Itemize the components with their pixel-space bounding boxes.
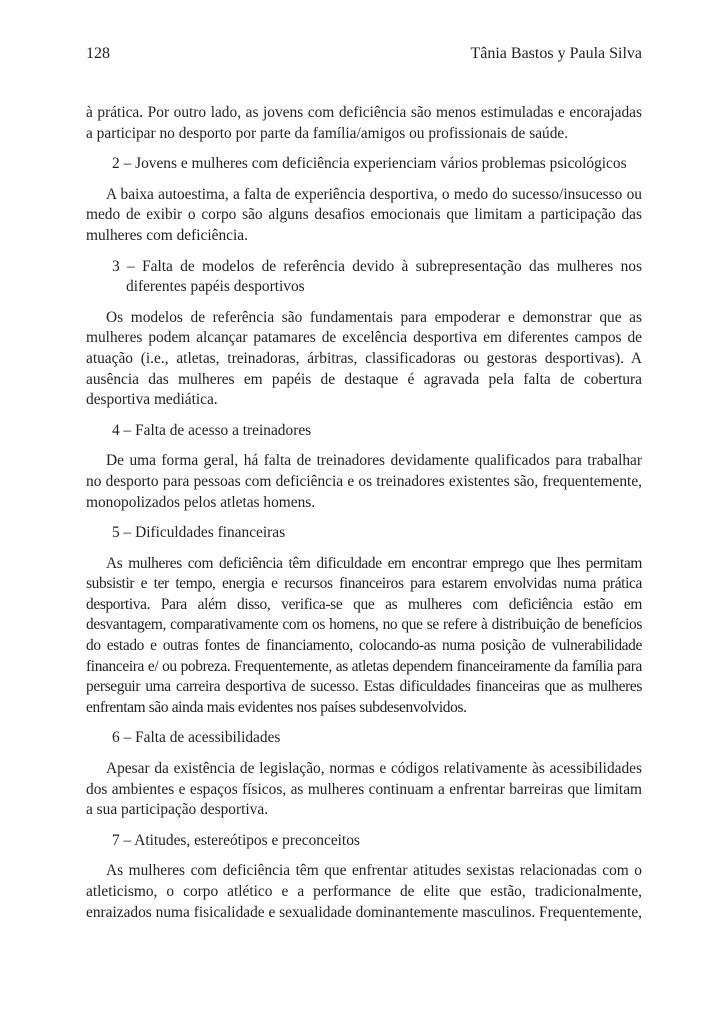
paragraph-intro: à prática. Por outro lado, as jovens com deficiência são menos estimuladas e encorajadas a participar no desporto por parte da família/amigos ou profissionais de saúde. (86, 104, 642, 142)
running-head-authors: Tânia Bastos y Paula Silva (470, 45, 642, 62)
item-heading-7: 7 – Atitudes, estereótipos e preconceitos (112, 831, 360, 849)
item-heading-5: 5 – Dificuldades financeiras (112, 524, 286, 542)
item-heading-4: 4 – Falta de acesso a treinadores (112, 421, 312, 439)
page-number: 128 (86, 45, 110, 62)
paragraph-2: A baixa autoestima, a falta de experiência desportiva, o medo do sucesso/insucesso ou medo de exibir o corpo são alguns desafios emocionais que limitam a participação das mulheres com deficiência. (86, 185, 642, 244)
item-heading-6: 6 – Falta de acessibilidades (112, 729, 281, 747)
item-heading-3: 3 – Falta de modelos de referência devido à subrepresentação das mulheres nos diferentes papéis desportivos (112, 257, 642, 296)
paragraph-5: As mulheres com deficiência têm dificuldade em encontrar emprego que lhes permitam subsistir e ter tempo, energia e recursos financeiros para estarem envolvidas numa prática desportiva. Para além disso, verifica-se que as mulheres com deficiência estão em desvantagem, comparativamente com os homens, no que se refere à distribuição de benefícios do estado e outras fontes de financiamento, colocando-as numa posição de vulnerabilidade financeira e/ ou pobreza. Frequentemente, as atletas dependem financeiramente da família para perseguir uma carreira desportiva de sucesso. Estas dificuldades financeiras que as mulheres enfrentam são ainda mais evidentes nos países subdesenvolvidos. (86, 554, 642, 716)
body-text (86, 103, 642, 933)
running-header (86, 44, 642, 64)
paragraph-3: Os modelos de referência são fundamentais para empoderar e demonstrar que as mulheres podem alcançar patamares de excelência desportiva em diferentes campos de atuação (i.e., atletas, treinadoras, árbitras, classificadoras ou gestoras desportivas). A ausência das mulheres em papéis de destaque é agravada pela falta de cobertura desportiva mediática. (86, 308, 642, 409)
item-heading-2: 2 – Jovens e mulheres com deficiência experienciam vários problemas psicológicos (112, 155, 627, 173)
paragraph-7: As mulheres com deficiência têm que enfrentar atitudes sexistas relacionadas com o atleticismo, o corpo atlético e a performance de elite que estão, tradicionalmente, enraizados numa fisicalidade e sexualidade dominantemente masculinos. Frequentemente, (86, 862, 643, 921)
paragraph-4: De uma forma geral, há falta de treinadores devidamente qualificados para trabalhar no desporto para pessoas com deficiência e os treinadores existentes são, frequentemente, monopolizados pelos atletas homens. (86, 452, 642, 511)
paragraph-6: Apesar da existência de legislação, normas e códigos relativamente às acessibilidades dos ambientes e espaços físicos, as mulheres continuam a enfrentar barreiras que limitam a sua participação desportiva. (86, 760, 642, 819)
